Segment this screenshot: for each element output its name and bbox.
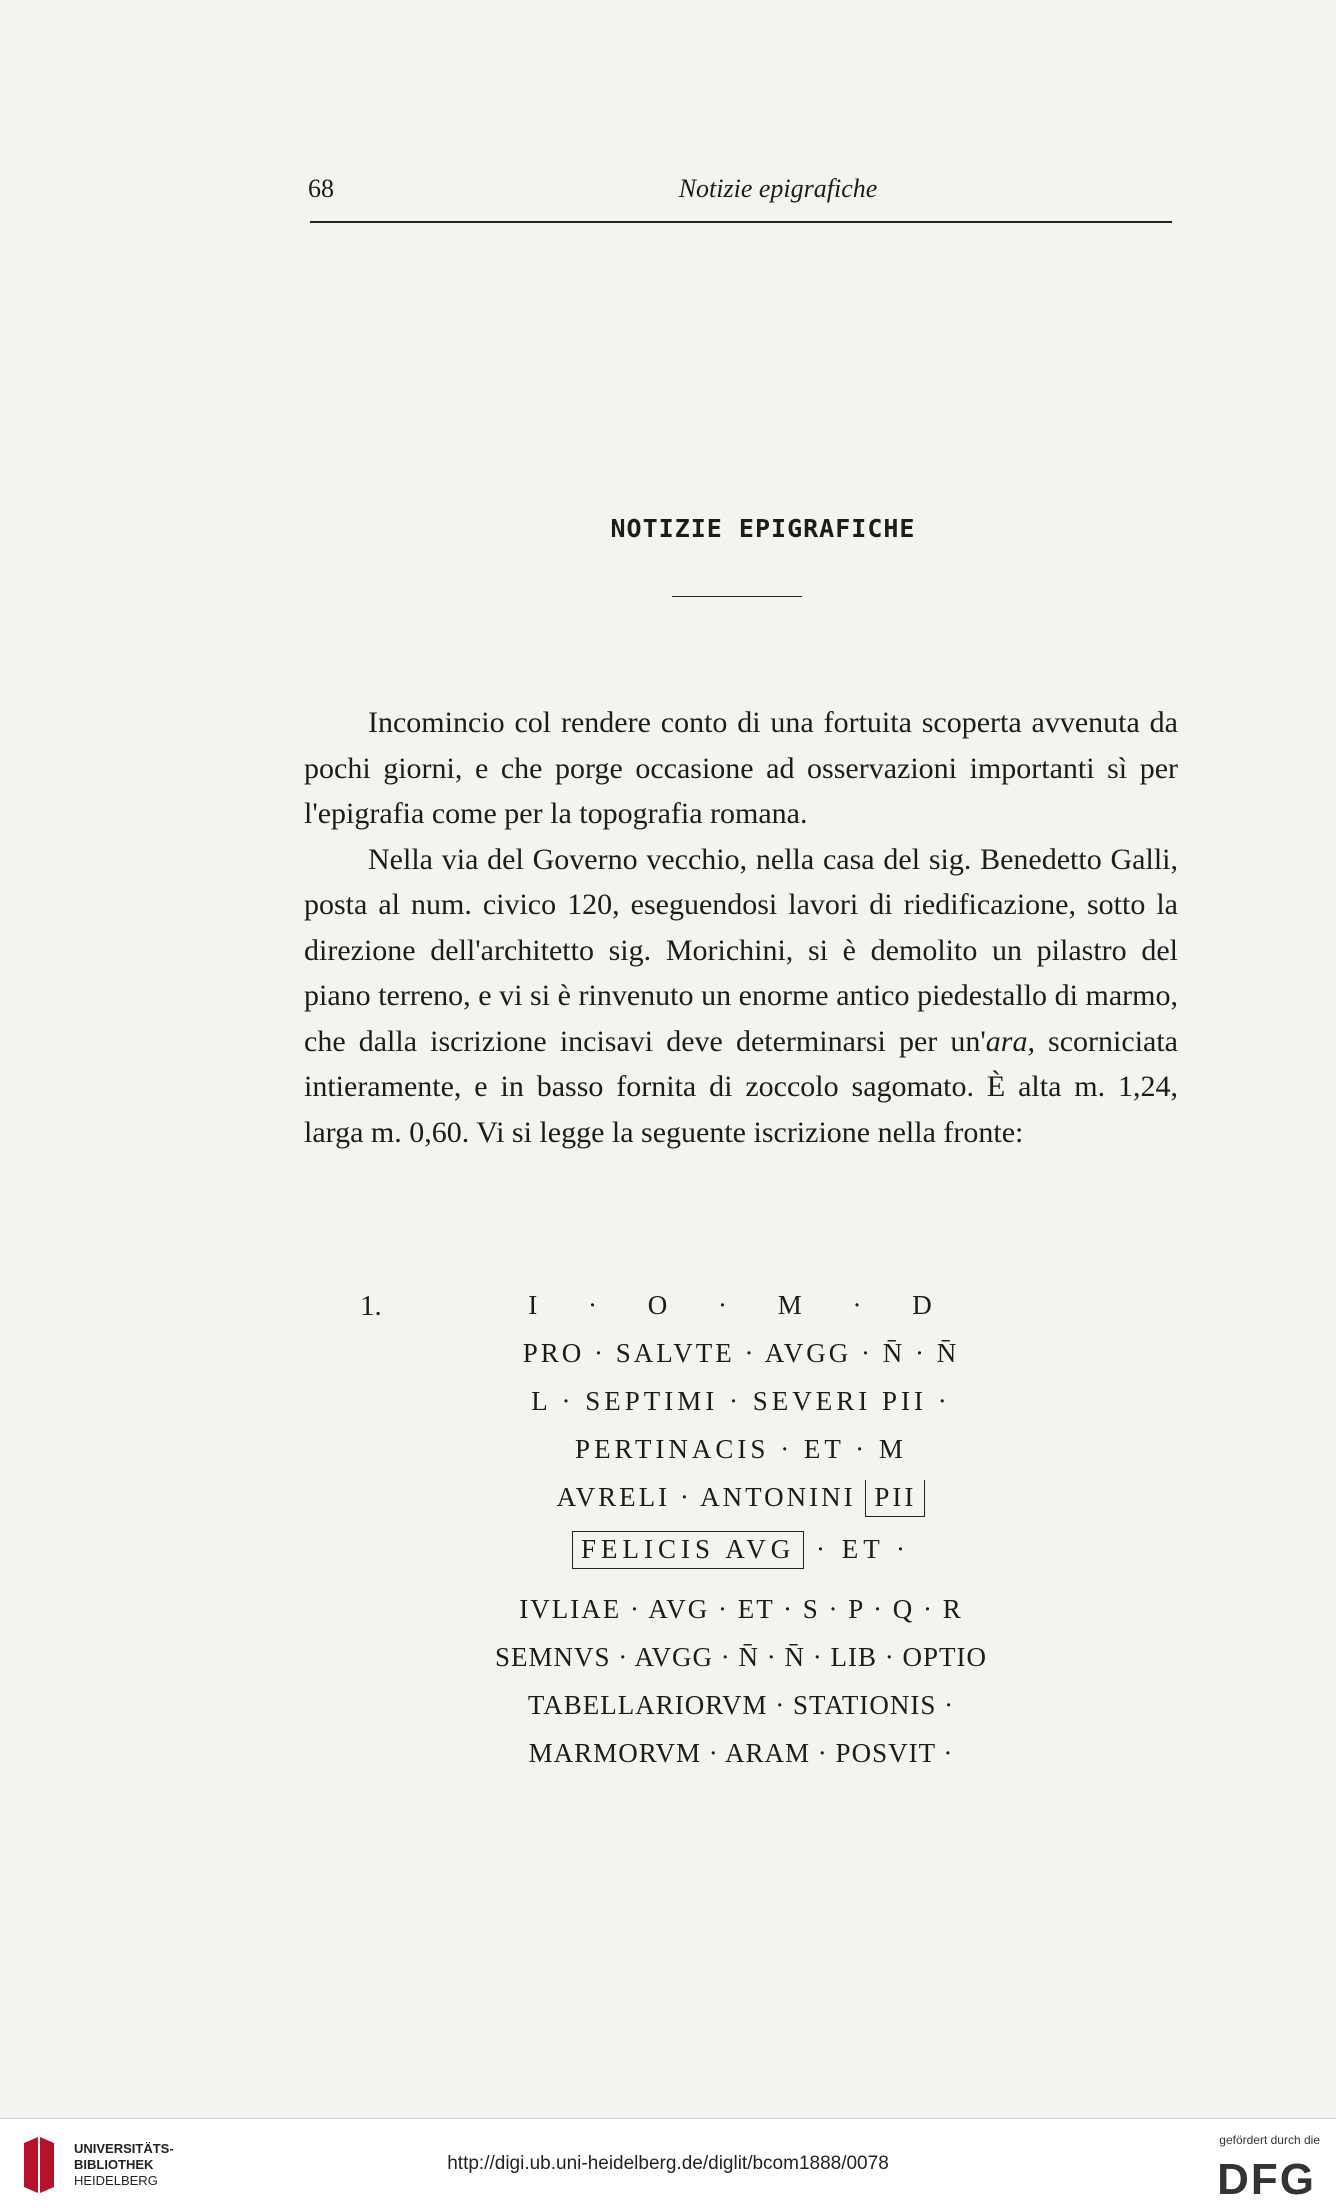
source-url-link[interactable]: http://digi.ub.uni-heidelberg.de/diglit/bcom1888/0078 [447,2153,889,2174]
page-number: 68 [308,174,334,203]
inscription-line-8: SEMNVS · AVGG · N̄ · N̄ · LIB · OPTIO [495,1642,987,1672]
header-rule [310,221,1172,223]
inscription-line-7: IVLIAE · AVG · ET · S · P · Q · R [519,1594,963,1624]
footer-bar [0,2118,1336,2211]
dfg-logo: DFG [1217,2155,1316,2204]
inscription-line-9: TABELLARIORVM · STATIONIS · [527,1690,955,1720]
running-head [308,174,1178,214]
inscription-line-5-boxed: PII [865,1480,925,1517]
inscription-line-2: PRO · SALVTE · AVGG · N̄ · N̄ [522,1338,960,1368]
sponsor-label: gefördert durch die [1219,2133,1320,2147]
paragraph-2-italic: ara, [985,1024,1035,1058]
paragraph-2-text-b: scorniciata intieramente, e in basso fornita di zoccolo sagomato. È alta m. 1,24, larga m. 0,60. Vi si legge la seguente iscrizione nella fronte: [304,1024,1178,1149]
paragraph-2 [304,837,1178,1156]
library-name-line-3: HEIDELBERG [74,2173,158,2188]
inscription-number: 1. [360,1290,382,1322]
section-title: NOTIZIE EPIGRAFICHE [610,514,916,543]
body-text [304,700,1178,1155]
library-name-line-2: BIBLIOTHEK [74,2157,154,2172]
inscription-line-10: MARMORVM · ARAM · POSVIT · [528,1738,954,1768]
inscription-line-3: L · SEPTIMI · SEVERI PII · [531,1386,951,1416]
inscription-line-5-text: AVRELI · ANTONINI [556,1482,866,1512]
paragraph-2-text-a: Nella via del Governo vecchio, nella casa del sig. Benedetto Galli, posta al num. civico 120, eseguendosi lavori di riedificazione, sotto la direzione dell'architetto sig. Morichini, si è demolito un pilastro del piano terreno, e vi si è rinvenuto un enorme antico piedestallo di marmo, che dalla iscrizione incisavi deve determinarsi per un' [304,842,1178,1058]
inscription-line-6-boxed: FELICIS AVG [572,1531,804,1569]
inscription-line-5 [304,1482,1178,1513]
paragraph-1: Incomincio col rendere conto di una fortuita scoperta avvenuta da pochi giorni, e che porge occasione ad osservazioni importanti sì per l'epigrafia come per la topografia romana. [304,706,1178,830]
library-name-line-1: UNIVERSITÄTS- [74,2141,174,2156]
inscription-line-4: PERTINACIS · ET · M [575,1434,907,1464]
title-rule [672,596,802,597]
inscription-line-6-text: · ET · [804,1534,911,1564]
running-title: Notizie epigrafiche [678,174,878,203]
inscription-line-1: I · O · M · D [528,1290,954,1320]
inscription-line-6 [304,1534,1178,1565]
